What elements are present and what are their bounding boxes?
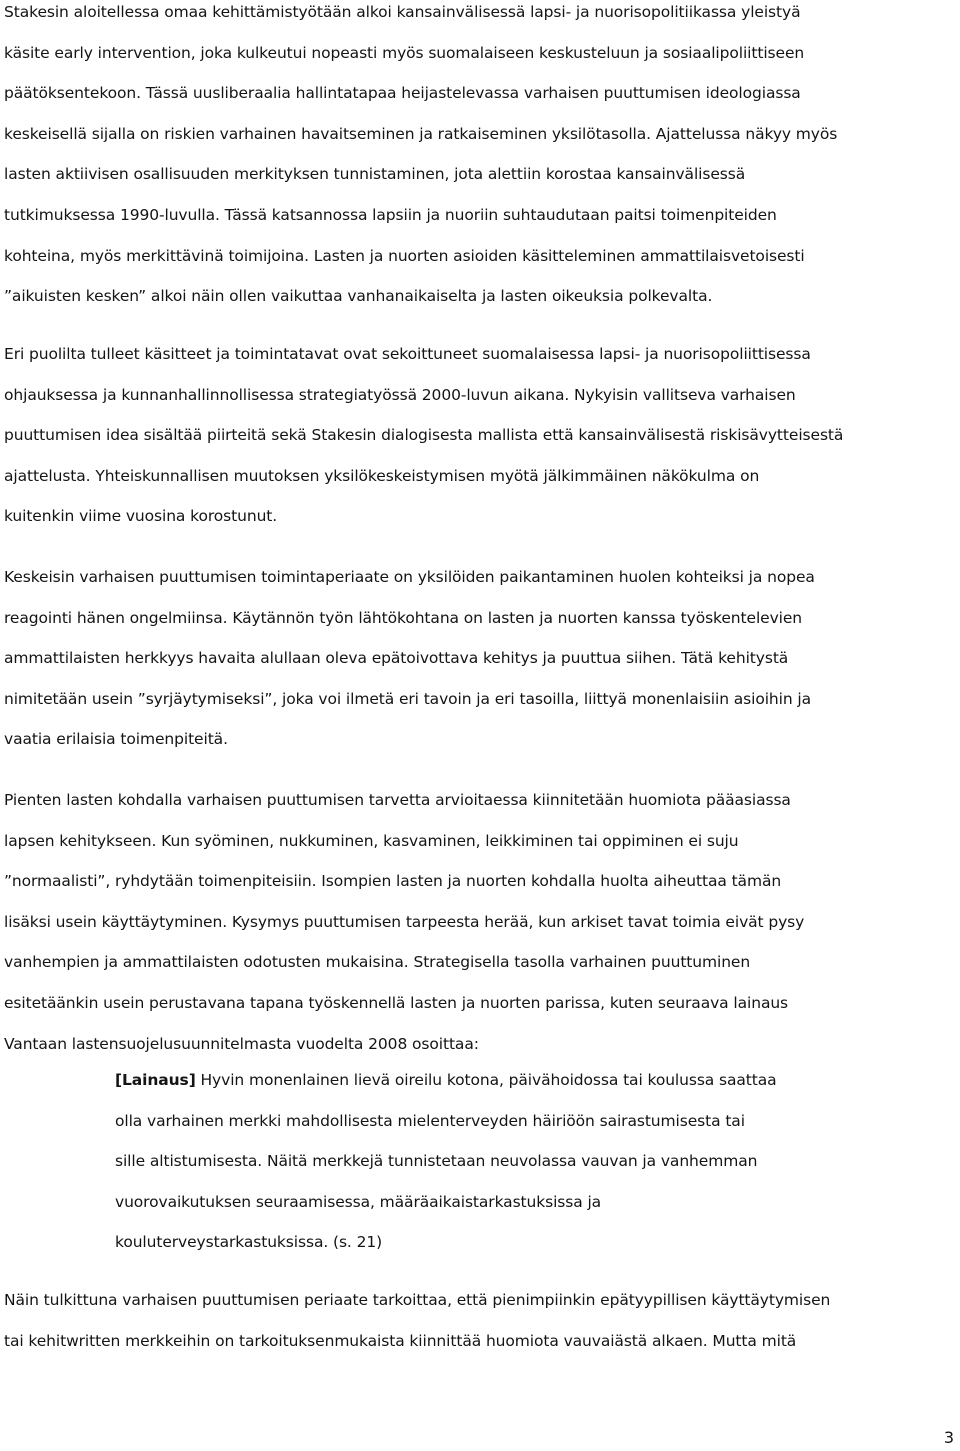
text-line: ohjauksessa ja kunnanhallinnollisessa strategiatyössä 2000-luvun aikana. Nykyisin vallitseva varhaisen [4, 385, 796, 404]
quote-marker: [Lainaus] [115, 1071, 196, 1089]
text-line: lapsen kehitykseen. Kun syöminen, nukkuminen, kasvaminen, leikkiminen tai oppiminen ei suju [4, 831, 739, 850]
text-line: esitetäänkin usein perustavana tapana työskennellä lasten ja nuorten parissa, kuten seuraava lainaus [4, 993, 789, 1012]
text-line: vanhempien ja ammattilaisten odotusten mukaisina. Strategisella tasolla varhainen puuttuminen [4, 953, 751, 972]
paragraph-5 [4, 1280, 830, 1361]
quote-line: sille altistumisesta. Näitä merkkejä tunnistetaan neuvolassa vauvan ja vanhemman [115, 1152, 758, 1171]
quote-first-line [115, 1060, 777, 1101]
text-line: päätöksentekoon. Tässä uusliberaalia hallintatapaa heijastelevassa varhaisen puuttumisen ideologiassa [4, 84, 801, 103]
text-line: Pienten lasten kohdalla varhaisen puuttumisen tarvetta arvioitaessa kiinnitetään huomiota pääasiassa [4, 791, 791, 809]
text-line: nimitetään usein ”syrjäytymiseksi”, joka voi ilmetä eri tavoin ja eri tasoilla, liittyä monenlaisiin asioihin ja [4, 689, 812, 708]
paragraph-1 [4, 0, 837, 317]
text-line: Keskeisin varhaisen puuttumisen toimintaperiaate on yksilöiden paikantaminen huolen kohteiksi ja nopea [4, 568, 815, 586]
text-line: ammattilaisten herkkyys havaita alullaan oleva epätoivottava kehitys ja puuttua siihen. Tätä kehitystä [4, 649, 789, 668]
text-line: Vantaan lastensuojelusuunnitelmasta vuodelta 2008 osoittaa: [4, 1034, 479, 1053]
text-line: kohteina, myös merkittävinä toimijoina. Lasten ja nuorten asioiden käsitteleminen ammattilaisvetoisesti [4, 246, 805, 265]
quote-line: kouluterveystarkastuksissa. (s. 21) [115, 1233, 383, 1252]
paragraph-2 [4, 334, 843, 537]
text-line: puuttumisen idea sisältää piirteitä sekä Stakesin dialogisesta mallista että kansainvälisestä riskisävytteisestä [4, 426, 844, 445]
paragraph-3 [4, 557, 815, 760]
text-line: ”aikuisten kesken” alkoi näin ollen vaikuttaa vanhanaikaiselta ja lasten oikeuksia polkevalta. [4, 287, 713, 306]
quote-line: olla varhainen merkki mahdollisesta mielenterveyden häiriöön sairastumisesta tai [115, 1111, 745, 1130]
quote-line: vuorovaikutuksen seuraamisessa, määräaikaistarkastuksissa ja [115, 1192, 602, 1211]
text-line: Stakesin aloitellessa omaa kehittämistyötään alkoi kansainvälisessä lapsi- ja nuorisopolitiikassa yleistyä [4, 3, 801, 21]
text-line: kuitenkin viime vuosina korostunut. [4, 507, 278, 526]
text-line: lasten aktiivisen osallisuuden merkityksen tunnistaminen, jota alettiin korostaa kansainvälisessä [4, 165, 746, 184]
text-line: lisäksi usein käyttäytyminen. Kysymys puuttumisen tarpeesta herää, kun arkiset tavat toimia eivät pysy [4, 912, 805, 931]
quote-text: Hyvin monenlainen lievä oireilu kotona, päivähoidossa tai koulussa saattaa [195, 1071, 777, 1089]
text-line: keskeisellä sijalla on riskien varhainen havaitseminen ja ratkaiseminen yksilötasolla. Ajattelussa näkyy myös [4, 124, 838, 143]
text-line: Eri puolilta tulleet käsitteet ja toimintatavat ovat sekoittuneet suomalaisessa lapsi- ja nuorisopoliittisessa [4, 345, 811, 363]
text-line: Näin tulkittuna varhaisen puuttumisen periaate tarkoittaa, että pienimpiinkin epätyypillisen käyttäytymisen [4, 1291, 831, 1309]
text-line: reagointi hänen ongelmiinsa. Käytännön työn lähtökohtana on lasten ja nuorten kanssa työskentelevien [4, 608, 803, 627]
text-line: ajattelusta. Yhteiskunnallisen muutoksen yksilökeskeistymisen myötä jälkimmäinen näkökulma on [4, 466, 760, 485]
text-line: vaatia erilaisia toimenpiteitä. [4, 730, 228, 749]
text-line: tai kehitwritten merkkeihin on tarkoituksenmukaista kiinnittää huomiota vauvaiästä alkaen. Mutta mitä [4, 1331, 797, 1350]
paragraph-4 [4, 780, 804, 1064]
page-number: 3 [943, 1428, 954, 1447]
block-quote [115, 1060, 777, 1263]
text-line: tutkimuksessa 1990-luvulla. Tässä katsannossa lapsiin ja nuoriin suhtaudutaan paitsi toimenpiteiden [4, 205, 777, 224]
text-line: ”normaalisti”, ryhdytään toimenpiteisiin. Isompien lasten ja nuorten kohdalla huolta aiheuttaa tämän [4, 872, 782, 891]
text-line: käsite early intervention, joka kulkeutui nopeasti myös suomalaiseen keskusteluun ja sosiaalipoliittiseen [4, 43, 805, 62]
